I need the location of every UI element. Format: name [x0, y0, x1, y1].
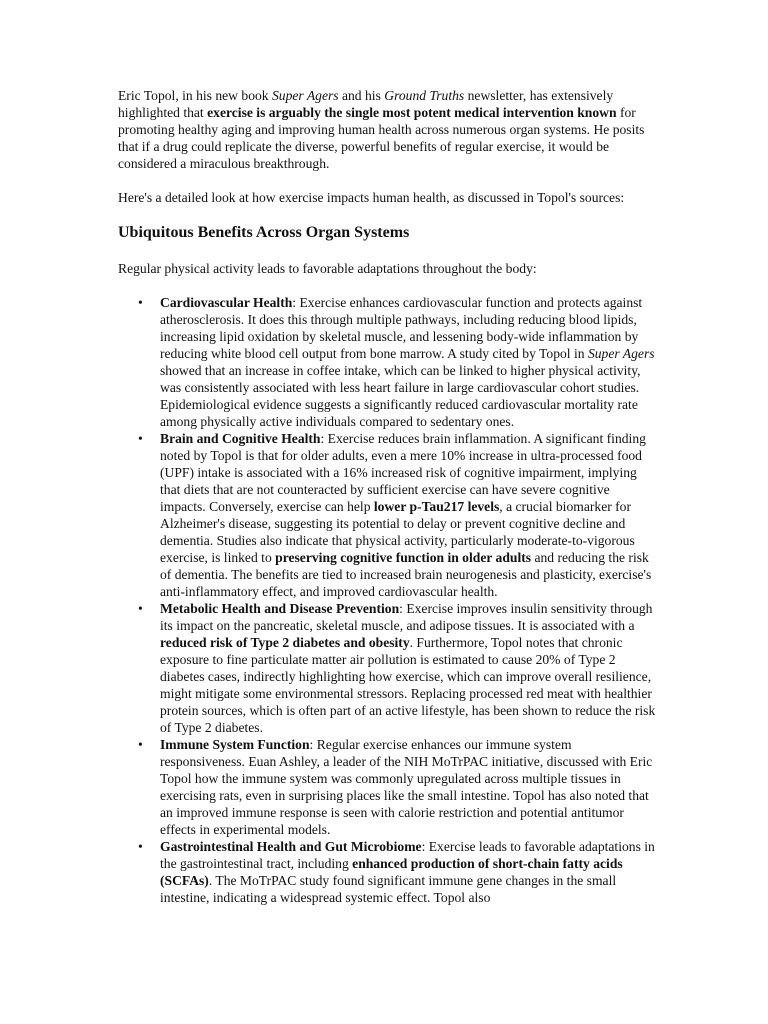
bullet-icon: • [138, 601, 143, 616]
benefits-list [118, 294, 658, 906]
list-item-brain [138, 430, 658, 600]
bullet-icon: • [138, 839, 143, 854]
item-text: . The MoTrPAC study found significant immune gene changes in the small intestine, indicating a widespread systemic effect. Topol also [160, 873, 617, 905]
section-heading: Ubiquitous Benefits Across Organ Systems [118, 224, 410, 241]
item-title: Gastrointestinal Health and Gut Microbiome [160, 839, 422, 854]
section-intro: Regular physical activity leads to favorable adaptations throughout the body: [118, 261, 537, 276]
intro-paragraph [118, 87, 658, 172]
item-text: and reducing the risk of dementia. The benefits are tied to increased brain neurogenesis and plasticity, exercise's anti-inflammatory effect, and improved cardiovascular health. [160, 550, 652, 599]
intro-emphasis: exercise is arguably the single most potent medical intervention known [207, 105, 617, 120]
list-item-metabolic [138, 600, 658, 736]
book-title: Super Agers [271, 88, 339, 103]
item-text: , a crucial biomarker for Alzheimer's disease, suggesting its potential to delay or prevent cognitive decline and dementia. Studies also indicate that physical activity, particularly moderate-to-vigorous exercise, is linked to [160, 499, 635, 565]
book-title: Super Agers [587, 346, 655, 361]
item-emphasis: preserving cognitive function in older adults [275, 550, 532, 565]
item-text: : Exercise improves insulin sensitivity through its impact on the pancreatic, skeletal muscle, and adipose tissues. It is associated with a [160, 601, 653, 633]
item-title: Cardiovascular Health [160, 295, 293, 310]
item-text: showed that an increase in coffee intake, which can be linked to higher physical activity, was consistently associated with less heart failure in large cardiovascular cohort studies. Epidemiological evidence suggests a significantly reduced cardiovascular mortality rate among physically active individuals compared to sedentary ones. [160, 363, 641, 429]
intro-text: for promoting healthy aging and improving human health across numerous organ systems. He posits that if a drug could replicate the diverse, powerful benefits of regular exercise, it would be considered a miraculous breakthrough. [118, 105, 645, 171]
item-emphasis: lower p-Tau217 levels [373, 499, 500, 514]
item-text: : Exercise reduces brain inflammation. A significant finding noted by Topol is that for older adults, even a mere 10% increase in ultra-processed food (UPF) intake is associated with a 16% increased risk of cognitive impairment, implying that diets that are not counteracted by sufficient exercise can have severe cognitive impacts. Conversely, exercise can help [160, 431, 646, 514]
bullet-icon: • [138, 431, 143, 446]
intro-text: and his [338, 88, 385, 103]
item-title: Metabolic Health and Disease Prevention [160, 601, 400, 616]
list-item-gastrointestinal [138, 838, 658, 906]
item-emphasis: reduced risk of Type 2 diabetes and obesity [160, 635, 410, 650]
lead-paragraph: Here's a detailed look at how exercise impacts human health, as discussed in Topol's sources: [118, 190, 625, 205]
item-title: Immune System Function [160, 737, 310, 752]
item-text: : Exercise enhances cardiovascular function and protects against atherosclerosis. It does this through multiple pathways, including reducing blood lipids, increasing lipid oxidation by skeletal muscle, and lessening body-wide inflammation by reducing white blood cell output from bone marrow. A study cited by Topol in [160, 295, 643, 361]
bullet-icon: • [138, 737, 143, 752]
list-item-immune [138, 736, 658, 838]
intro-text: Eric Topol, in his new book [118, 88, 272, 103]
document-page [118, 87, 658, 906]
item-text: : Regular exercise enhances our immune system responsiveness. Euan Ashley, a leader of the NIH MoTrPAC initiative, discussed with Eric Topol how the immune system was commonly upregulated across multiple tissues in exercising rats, even in surprising places like the small intestine. Topol has also noted that an improved immune response is seen with calorie restriction and potential antitumor effects in experimental models. [160, 737, 653, 837]
item-emphasis: enhanced production of short-chain fatty acids (SCFAs) [160, 856, 623, 888]
newsletter-title: Ground Truths [384, 88, 465, 103]
item-title: Brain and Cognitive Health [160, 431, 321, 446]
item-text: . Furthermore, Topol notes that chronic exposure to fine particulate matter air pollution is estimated to cause 20% of Type 2 diabetes cases, indirectly highlighting how exercise, which can improve overall resilience, might mitigate some environmental stressors. Replacing processed red meat with healthier protein sources, which is often part of an active lifestyle, has been shown to reduce the risk of Type 2 diabetes. [160, 635, 656, 735]
list-item-cardiovascular [138, 294, 658, 430]
item-text: : Exercise leads to favorable adaptations in the gastrointestinal tract, including [160, 839, 655, 871]
intro-text: newsletter, has extensively highlighted that [118, 88, 614, 120]
bullet-icon: • [138, 295, 143, 310]
